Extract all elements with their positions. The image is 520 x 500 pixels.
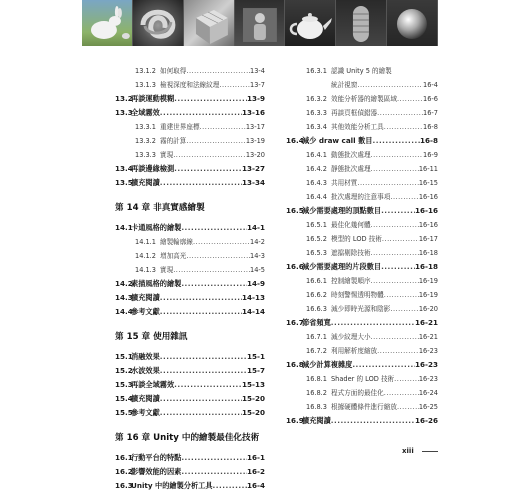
toc-entry-page: 13-27 xyxy=(242,164,265,173)
toc-section-entry[interactable] xyxy=(115,465,265,479)
toc-leader-dots xyxy=(371,162,419,176)
toc-entry-number: 13.3 xyxy=(115,108,133,117)
toc-entry-page: 16-18 xyxy=(415,262,438,271)
toc-entry-page: 16-21 xyxy=(415,318,438,327)
toc-entry-page: 16-19 xyxy=(418,277,438,285)
toc-leader-dots xyxy=(160,350,247,364)
toc-entry-title: 最佳化幾何體 xyxy=(331,221,371,229)
toc-section-entry[interactable] xyxy=(115,378,265,392)
toc-entry-page: 16-17 xyxy=(418,235,438,243)
toc-section-entry[interactable] xyxy=(115,106,265,120)
toc-entry-number: 14.1.1 xyxy=(135,238,156,246)
toc-entry-number: 14.2 xyxy=(115,279,133,288)
toc-leader-dots xyxy=(219,78,250,92)
toc-entry-title: 重建世界座標 xyxy=(160,123,200,131)
toc-entry-title: 模型的 LOD 技術 xyxy=(331,235,382,243)
toc-leader-dots xyxy=(371,218,419,232)
toc-leader-dots xyxy=(384,386,419,400)
toc-section-entry[interactable] xyxy=(115,364,265,378)
toc-entry-title: Shader 的 LOD 技術 xyxy=(331,375,395,383)
toc-entry-number: 16.8.3 xyxy=(306,403,327,411)
toc-subsection-entry[interactable] xyxy=(115,64,265,78)
toc-leader-dots xyxy=(174,378,242,392)
toc-subsection-entry[interactable] xyxy=(286,92,438,106)
toc-entry-page: 15-20 xyxy=(242,394,265,403)
toc-leader-dots xyxy=(394,372,419,386)
toc-leader-dots xyxy=(174,162,242,176)
toc-subsection-entry[interactable] xyxy=(115,148,265,162)
toc-entry-title: 再談運動模糊 xyxy=(131,94,175,103)
toc-entry-number: 16.2 xyxy=(115,467,133,476)
toc-subsection-entry[interactable] xyxy=(286,400,438,414)
toc-entry-page: 16-16 xyxy=(418,221,438,229)
toc-entry-title: 消融效果 xyxy=(131,352,160,361)
toc-section-entry[interactable] xyxy=(115,305,265,319)
toc-entry-title: 影響效能的因素 xyxy=(131,467,182,476)
cube-icon xyxy=(184,0,235,46)
toc-section-entry[interactable] xyxy=(115,92,265,106)
toc-entry-page: 13-9 xyxy=(247,94,265,103)
toc-entry-title: 實現 xyxy=(160,266,174,274)
toc-leader-dots xyxy=(160,291,242,305)
toc-entry-title: 再談全域霧效 xyxy=(131,380,175,389)
toc-entry-title: 如何取得 xyxy=(160,67,187,75)
toc-leader-dots xyxy=(371,330,419,344)
toc-leader-dots xyxy=(331,414,415,428)
toc-entry-title: 再談邊緣檢測 xyxy=(131,164,175,173)
toc-subsection-entry[interactable] xyxy=(286,106,438,120)
toc-leader-dots xyxy=(397,400,419,414)
toc-leader-dots xyxy=(181,277,247,291)
toc-leader-dots xyxy=(160,305,242,319)
toc-entry-number: 13.3.2 xyxy=(135,137,156,145)
toc-entry-number: 16.5.3 xyxy=(306,249,327,257)
toc-entry-number: 13.3.1 xyxy=(135,123,156,131)
toc-subsection-entry[interactable] xyxy=(286,372,438,386)
toc-leader-dots xyxy=(371,148,423,162)
toc-leader-dots xyxy=(181,451,247,465)
toc-entry-number: 16.9 xyxy=(286,416,304,425)
toc-leader-dots xyxy=(357,176,418,190)
toc-entry-page: 16-15 xyxy=(418,179,438,187)
toc-entry-page: 16-23 xyxy=(418,347,438,355)
toc-subsection-entry[interactable] xyxy=(286,64,438,78)
toc-entry-page: 16-16 xyxy=(415,206,438,215)
toc-entry-number: 13.3.3 xyxy=(135,151,156,159)
toc-entry-title: 動態批次處理 xyxy=(331,151,371,159)
toc-entry-page: 14-9 xyxy=(247,279,265,288)
toc-entry-page: 15-13 xyxy=(242,380,265,389)
toc-entry-page: 16-25 xyxy=(418,403,438,411)
toc-entry-title: 其他效能分析工具 xyxy=(331,123,384,131)
toc-subsection-entry[interactable] xyxy=(286,218,438,232)
toc-entry-page: 16-2 xyxy=(247,467,265,476)
toc-section-entry[interactable] xyxy=(115,406,265,420)
toc-entry-number: 16.4.3 xyxy=(306,179,327,187)
toc-entry-number: 16.7 xyxy=(286,318,304,327)
toc-leader-dots xyxy=(174,92,247,106)
toc-leader-dots xyxy=(331,316,415,330)
toc-entry-page: 15-20 xyxy=(242,408,265,417)
toc-entry-page: 16-18 xyxy=(418,249,438,257)
toc-entry-number: 16.1 xyxy=(115,453,133,462)
toc-section-entry[interactable] xyxy=(115,479,265,493)
toc-entry-title: 增加高光 xyxy=(160,252,187,260)
toc-entry-number: 16.3 xyxy=(115,481,133,490)
toc-subsection-entry[interactable] xyxy=(286,302,438,316)
toc-left-column xyxy=(115,64,265,493)
capsule-icon xyxy=(336,0,387,46)
sphere-icon xyxy=(387,0,438,46)
toc-entry-title: 參考文獻 xyxy=(131,307,160,316)
toc-entry-title: 減少需要處理的頂點數目 xyxy=(302,206,382,215)
toc-leader-dots xyxy=(397,92,423,106)
toc-entry-page: 14-5 xyxy=(250,266,265,274)
toc-subsection-entry[interactable] xyxy=(286,386,438,400)
toc-subsection-entry[interactable] xyxy=(286,176,438,190)
toc-entry-number: 15.1 xyxy=(115,352,133,361)
toc-leader-dots xyxy=(371,246,419,260)
toc-entry-title: 統計視窗 xyxy=(331,81,358,89)
toc-leader-dots xyxy=(200,120,246,134)
toc-entry-number: 16.3.4 xyxy=(306,123,327,131)
toc-entry-page: 16-23 xyxy=(415,360,438,369)
toc-entry-page: 16-8 xyxy=(423,123,438,131)
toc-leader-dots xyxy=(160,176,242,190)
toc-entry-page: 16-6 xyxy=(423,95,438,103)
toc-entry-number: 13.1.2 xyxy=(135,67,156,75)
toc-entry-page: 13-20 xyxy=(245,151,265,159)
toc-entry-number: 16.3.1 xyxy=(306,67,327,75)
toc-entry-number: 16.6.2 xyxy=(306,291,327,299)
page-number: xiii xyxy=(402,447,414,455)
toc-section-entry[interactable] xyxy=(115,221,265,235)
toc-entry-page: 13-19 xyxy=(245,137,265,145)
toc-entry-title: 效能分析器的繪製區域 xyxy=(331,95,397,103)
toc-entry-number: 16.6.3 xyxy=(306,305,327,313)
toc-leader-dots xyxy=(384,120,423,134)
toc-entry-title: 根據硬體條件進行縮放 xyxy=(331,403,397,411)
toc-leader-dots xyxy=(384,288,419,302)
toc-entry-page: 14-1 xyxy=(247,223,265,232)
toc-subsection-entry[interactable] xyxy=(115,235,265,249)
toc-section-entry[interactable] xyxy=(115,451,265,465)
toc-entry-title: 控制繪製順序 xyxy=(331,277,371,285)
toc-entry-number: 16.6 xyxy=(286,262,304,271)
toc-section-entry[interactable] xyxy=(115,291,265,305)
toc-entry-number: 16.3.2 xyxy=(306,95,327,103)
toc-subsection-entry[interactable] xyxy=(286,232,438,246)
toc-subsection-entry[interactable] xyxy=(286,246,438,260)
toc-subsection-entry[interactable] xyxy=(286,274,438,288)
toc-entry-number: 16.4.1 xyxy=(306,151,327,159)
toc-entry-page: 16-11 xyxy=(418,165,438,173)
toc-leader-dots xyxy=(160,406,242,420)
toc-entry-page: 16-16 xyxy=(418,193,438,201)
toc-section-entry[interactable] xyxy=(286,260,438,274)
toc-entry-number: 16.5.2 xyxy=(306,235,327,243)
toc-entry-title: 擴充閱讀 xyxy=(131,394,160,403)
toc-entry-number: 14.1.2 xyxy=(135,252,156,260)
torus-knot-icon xyxy=(133,0,184,46)
toc-entry-page: 16-21 xyxy=(418,333,438,341)
toc-entry-page: 16-4 xyxy=(423,81,438,89)
toc-entry-number: 16.6.1 xyxy=(306,277,327,285)
toc-entry-title: 減少即時光源和陰影 xyxy=(331,305,391,313)
toc-entry-number: 13.2 xyxy=(115,94,133,103)
toc-entry-page: 14-2 xyxy=(250,238,265,246)
toc-entry-number: 14.1.3 xyxy=(135,266,156,274)
toc-leader-dots xyxy=(173,148,246,162)
toc-leader-dots xyxy=(390,190,418,204)
toc-leader-dots xyxy=(377,344,419,358)
toc-leader-dots xyxy=(181,465,247,479)
toc-leader-dots xyxy=(213,479,247,493)
toc-leader-dots xyxy=(377,106,423,120)
toc-entry-number: 16.5 xyxy=(286,206,304,215)
toc-section-entry[interactable] xyxy=(286,204,438,218)
toc-entry-number: 16.8.2 xyxy=(306,389,327,397)
toc-subsection-entry[interactable] xyxy=(115,249,265,263)
toc-right-column xyxy=(286,64,438,428)
toc-entry-title: 素描風格的繪製 xyxy=(131,279,182,288)
toc-entry-title: 實現 xyxy=(160,151,174,159)
toc-entry-title: 參考文獻 xyxy=(131,408,160,417)
toc-section-entry[interactable] xyxy=(115,350,265,364)
toc-entry-page: 13-34 xyxy=(242,178,265,187)
toc-entry-page: 16-1 xyxy=(247,453,265,462)
toc-leader-dots xyxy=(160,364,247,378)
toc-entry-number: 14.1 xyxy=(115,223,133,232)
toc-leader-dots xyxy=(181,221,247,235)
toc-entry-number: 16.3.3 xyxy=(306,109,327,117)
toc-entry-title: 擴充閱讀 xyxy=(302,416,331,425)
toc-entry-title: 減少 draw call 數目 xyxy=(302,136,373,145)
toc-subsection-entry[interactable] xyxy=(115,263,265,277)
teapot-icon xyxy=(285,0,336,46)
toc-entry-number: 15.5 xyxy=(115,408,133,417)
toc-entry-title: 遮擋剔除技術 xyxy=(331,249,371,257)
toc-entry-page: 15-7 xyxy=(247,366,265,375)
toc-leader-dots xyxy=(390,302,418,316)
toc-entry-number: 16.4.2 xyxy=(306,165,327,173)
toc-entry-title: 利用解析度縮放 xyxy=(331,347,378,355)
toc-entry-number: 16.8 xyxy=(286,360,304,369)
toc-leader-dots xyxy=(160,106,242,120)
toc-leader-dots xyxy=(371,274,419,288)
toc-leader-dots xyxy=(382,232,419,246)
toc-subsection-entry[interactable] xyxy=(115,78,265,92)
toc-section-entry[interactable] xyxy=(115,176,265,190)
toc-entry-page: 14-14 xyxy=(242,307,265,316)
toc-section-entry[interactable] xyxy=(286,316,438,330)
toc-section-entry[interactable] xyxy=(286,134,438,148)
toc-entry-number: 16.4.4 xyxy=(306,193,327,201)
chapter-heading: 第 15 章 使用雜訊 xyxy=(115,332,188,342)
toc-entry-title: 行動平台的特點 xyxy=(131,453,182,462)
toc-entry-page: 15-1 xyxy=(247,352,265,361)
toc-entry-page: 16-9 xyxy=(423,151,438,159)
toc-entry-number: 14.3 xyxy=(115,293,133,302)
toc-leader-dots xyxy=(186,249,250,263)
toc-subsection-entry[interactable] xyxy=(115,120,265,134)
toc-section-entry[interactable] xyxy=(115,162,265,176)
toc-entry-number: 13.1.3 xyxy=(135,81,156,89)
toc-subsection-entry[interactable] xyxy=(286,148,438,162)
toc-entry-title: 時刻警惕透明物體 xyxy=(331,291,384,299)
figure-icon xyxy=(235,0,286,46)
toc-entry-number: 15.2 xyxy=(115,366,133,375)
toc-entry-number: 15.4 xyxy=(115,394,133,403)
toc-entry-number: 16.7.1 xyxy=(306,333,327,341)
toc-entry-title: 水波效果 xyxy=(131,366,160,375)
toc-section-entry[interactable] xyxy=(115,277,265,291)
toc-entry-page: 16-24 xyxy=(418,389,438,397)
toc-entry-number: 16.7.2 xyxy=(306,347,327,355)
toc-entry-number: 14.4 xyxy=(115,307,133,316)
toc-entry-title: 卡通風格的繪製 xyxy=(131,223,182,232)
toc-subsection-entry[interactable] xyxy=(286,120,438,134)
toc-subsection-entry[interactable] xyxy=(115,134,265,148)
toc-entry-title: 減少計算複雜度 xyxy=(302,360,353,369)
toc-leader-dots xyxy=(173,263,250,277)
toc-entry-title: 擴充閱讀 xyxy=(131,293,160,302)
toc-entry-title: 繪製輪廓線 xyxy=(160,238,193,246)
toc-entry-title: 靜態批次處理 xyxy=(331,165,371,173)
toc-entry-number: 15.3 xyxy=(115,380,133,389)
toc-leader-dots xyxy=(352,358,415,372)
toc-subsection-entry[interactable] xyxy=(286,330,438,344)
toc-section-entry[interactable] xyxy=(115,392,265,406)
toc-entry-title: 擴充閱讀 xyxy=(131,178,160,187)
toc-entry-title: Unity 中的繪製分析工具 xyxy=(131,481,213,490)
header-banner xyxy=(82,0,438,46)
toc-entry-title: 全域霧效 xyxy=(131,108,160,117)
toc-leader-dots xyxy=(160,392,242,406)
toc-entry-number: 13.5 xyxy=(115,178,133,187)
toc-entry-title: 批次處理的注意事項 xyxy=(331,193,391,201)
toc-entry-page: 14-13 xyxy=(242,293,265,302)
toc-entry-page: 16-19 xyxy=(418,291,438,299)
toc-entry-page: 13-7 xyxy=(250,81,265,89)
footer-rule xyxy=(422,451,438,452)
toc-entry-page: 16-7 xyxy=(423,109,438,117)
toc-subsection-entry[interactable] xyxy=(286,344,438,358)
bunny-icon xyxy=(82,0,133,46)
toc-entry-page: 16-23 xyxy=(418,375,438,383)
toc-leader-dots xyxy=(372,134,420,148)
toc-entry-title: 節省頻寬 xyxy=(302,318,331,327)
toc-entry-title: 檢視深度和法線紋理 xyxy=(160,81,220,89)
toc-entry-title: 霧的計算 xyxy=(160,137,187,145)
toc-entry-page: 16-4 xyxy=(247,481,265,490)
toc-section-entry[interactable] xyxy=(286,358,438,372)
toc-entry-page: 16-8 xyxy=(420,136,438,145)
toc-entry-title: 共用材質 xyxy=(331,179,358,187)
toc-entry-title: 程式方面的最佳化 xyxy=(331,389,384,397)
toc-entry-number: 16.4 xyxy=(286,136,304,145)
toc-leader-dots xyxy=(193,235,250,249)
toc-subsection-entry[interactable] xyxy=(286,190,438,204)
toc-leader-dots xyxy=(357,78,423,92)
toc-entry-page: 13-16 xyxy=(242,108,265,117)
chapter-heading: 第 16 章 Unity 中的繪製最佳化技術 xyxy=(115,433,260,443)
toc-subsection-entry[interactable] xyxy=(286,162,438,176)
toc-subsection-entry[interactable] xyxy=(286,78,438,92)
toc-entry-title: 再談頁框偵錯器 xyxy=(331,109,378,117)
toc-entry-page: 13-4 xyxy=(250,67,265,75)
toc-leader-dots xyxy=(381,204,415,218)
toc-entry-page: 16-20 xyxy=(418,305,438,313)
toc-leader-dots xyxy=(381,260,415,274)
toc-entry-number: 13.4 xyxy=(115,164,133,173)
toc-entry-number: 16.8.1 xyxy=(306,375,327,383)
toc-entry-title: 減少需要處理的片段數目 xyxy=(302,262,382,271)
toc-leader-dots xyxy=(186,64,250,78)
toc-section-entry[interactable] xyxy=(286,414,438,428)
toc-entry-page: 13-17 xyxy=(245,123,265,131)
toc-entry-title: 減少紋理大小 xyxy=(331,333,371,341)
toc-subsection-entry[interactable] xyxy=(286,288,438,302)
toc-entry-page: 16-26 xyxy=(415,416,438,425)
toc-leader-dots xyxy=(186,134,245,148)
toc-entry-title: 認識 Unity 5 的繪製 xyxy=(331,67,392,75)
chapter-heading: 第 14 章 非真實感繪製 xyxy=(115,203,205,213)
toc-entry-number: 16.5.1 xyxy=(306,221,327,229)
toc-entry-page: 14-3 xyxy=(250,252,265,260)
